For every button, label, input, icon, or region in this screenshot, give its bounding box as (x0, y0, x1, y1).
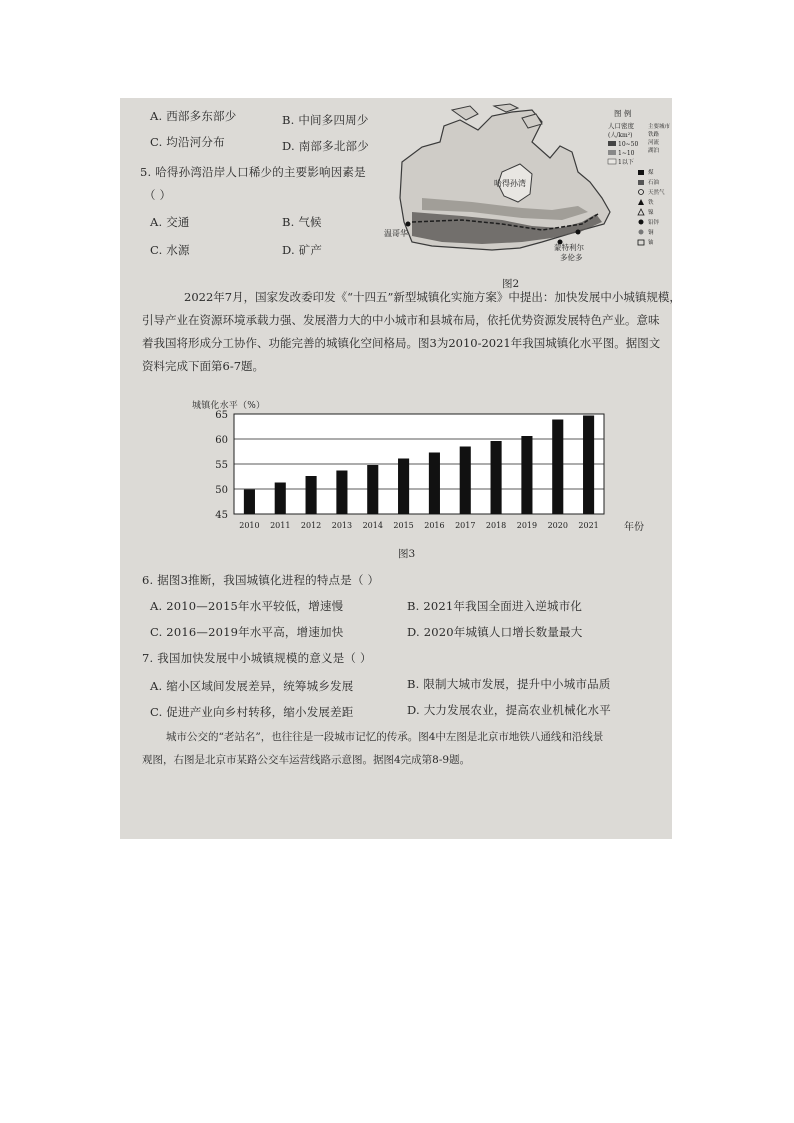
label-toronto: 多伦多 (560, 253, 583, 262)
q6-option-b: B. 2021年我国全面进入逆城市化 (407, 599, 583, 613)
canada-population-map (382, 102, 670, 272)
chart-y-tick-label: 45 (215, 510, 228, 521)
legend-symbol-uranium: 铀 (648, 240, 654, 246)
chart-bar-2014 (367, 465, 378, 514)
q7-option-b: B. 限制大城市发展，提升中小城市品质 (407, 677, 611, 691)
q4-option-a: A. 西部多东部少 (150, 109, 237, 123)
chart-y-tick-label: 55 (215, 460, 228, 471)
q5-option-a: A. 交通 (150, 215, 190, 229)
arctic-island-1 (452, 106, 478, 120)
q7-option-a: A. 缩小区域间发展差异，统筹城乡发展 (150, 679, 354, 693)
legend-symbol-coal: 煤 (648, 170, 654, 176)
arctic-island-2 (494, 104, 518, 112)
q5-option-b: B. 气候 (282, 215, 322, 229)
chart-x-tick-label: 2016 (424, 521, 445, 530)
map-legend (608, 108, 671, 246)
label-hudson-bay: 哈得孙湾 (494, 179, 526, 188)
chart-grid (234, 414, 604, 514)
legend-density-unit: (人/km²) (608, 132, 633, 139)
chart-bar-2016 (429, 453, 440, 515)
chart-x-tick-label: 2015 (393, 521, 414, 530)
legend-symbol-railway: 铁路 (648, 132, 660, 138)
passage-urbanization (142, 286, 681, 378)
q7-stem: 7. 我国加快发展中小城镇规模的意义是（ ） (142, 651, 372, 665)
chart-y-label: 城镇化水平（%） (192, 401, 266, 411)
passage2-line-2: 观图，右图是北京市某路公交车运营线路示意图。据图4完成第8-9题。 (142, 754, 471, 766)
chart-x-tick-label: 2010 (239, 521, 260, 530)
chart-bar-2013 (336, 471, 347, 515)
exam-page-photo (120, 98, 681, 839)
city-vancouver (406, 222, 411, 227)
urbanization-bar-chart (170, 394, 644, 554)
chart-x-tick-label: 2020 (547, 521, 568, 530)
q6-stem: 6. 据图3推断，我国城镇化进程的特点是（ ） (142, 573, 380, 587)
q4-option-c: C. 均沿河分布 (150, 135, 225, 149)
legend-title: 图 例 (614, 109, 632, 118)
chart-bar-2018 (491, 441, 502, 514)
q5-option-c: C. 水源 (150, 243, 190, 257)
legend-density-high: 10~50 (618, 141, 639, 148)
q5-option-d: D. 矿产 (282, 243, 323, 257)
chart-bar-2011 (275, 483, 286, 515)
passage1-line-4: 资料完成下面第6-7题。 (142, 359, 265, 373)
label-montreal: 蒙特利尔 (554, 243, 584, 252)
passage-bus-stations (142, 726, 657, 772)
chart-bar-2012 (306, 476, 317, 514)
q5-stem: 5. 哈得孙湾沿岸人口稀少的主要影响因素是 (140, 165, 366, 179)
passage2-line-1: 城市公交的“老站名”，也往往是一段城市记忆的传承。图4中左图是北京市地铁八通线和沿线景 (166, 731, 604, 743)
passage1-line-1: 2022年7月，国家发改委印发《“十四五”新型城镇化实施方案》中提出：加快发展中小城镇规模， (184, 290, 681, 304)
q7-option-c: C. 促进产业向乡村转移，缩小发展差距 (150, 705, 354, 719)
chart-x-tick-label: 2021 (578, 521, 599, 530)
chart-y-ticks (215, 410, 228, 521)
q4-option-b: B. 中间多四周少 (282, 113, 369, 127)
chart-bar-2017 (460, 447, 471, 515)
label-vancouver: 温哥华 (384, 229, 408, 238)
chart-x-tick-label: 2011 (270, 521, 291, 530)
chart-x-label: 年份 (624, 522, 644, 533)
chart-y-tick-label: 60 (215, 435, 228, 446)
legend-symbol-copper: 铜 (648, 230, 654, 236)
chart-y-tick-label: 50 (215, 485, 228, 496)
chart-bar-2021 (583, 416, 594, 515)
legend-symbol-nickel: 镍 (648, 210, 654, 216)
city-montreal (576, 230, 581, 235)
q7-option-d: D. 大力发展农业，提高农业机械化水平 (407, 703, 611, 717)
q6-option-a: A. 2010—2015年水平较低，增速慢 (150, 599, 344, 613)
chart-bar-2019 (521, 436, 532, 514)
chart-caption: 图3 (398, 548, 416, 560)
chart-bar-2020 (552, 420, 563, 515)
chart-x-tick-label: 2014 (362, 521, 383, 530)
chart-x-tick-label: 2012 (300, 521, 322, 530)
chart-x-tick-label: 2013 (331, 521, 353, 530)
q4-option-d: D. 南部多北部少 (282, 139, 369, 153)
passage1-line-2: 引导产业在资源环境承载力强、发展潜力大的中小城市和县城布局，依托优势资源发展特色产业。意味 (142, 313, 660, 327)
legend-symbol-lake: 湖泊 (648, 148, 660, 154)
q6-option-c: C. 2016—2019年水平高，增速加快 (150, 625, 344, 639)
chart-y-tick-label: 65 (215, 410, 228, 421)
q6-option-d: D. 2020年城镇人口增长数量最大 (407, 625, 583, 639)
map-caption: 图2 (502, 278, 520, 290)
chart-x-ticks (239, 521, 599, 530)
legend-symbol-city: 主要城市 (648, 124, 671, 130)
legend-symbol-iron: 铁 (648, 200, 654, 206)
chart-x-tick-label: 2017 (455, 521, 476, 530)
chart-bar-2015 (398, 459, 409, 515)
chart-x-tick-label: 2019 (516, 521, 538, 530)
chart-x-tick-label: 2018 (485, 521, 507, 530)
q5-paren: （ ） (144, 188, 172, 202)
legend-symbol-lead-zinc: 铅锌 (648, 220, 660, 226)
legend-symbol-river: 河流 (648, 140, 660, 146)
legend-density-title: 人口密度 (608, 122, 634, 130)
passage1-line-3: 着我国将形成分工协作、功能完善的城镇化空间格局。图3为2010-2021年我国城镇化水平图。据图文 (142, 336, 661, 350)
legend-density-low: 1以下 (618, 159, 634, 166)
legend-density-mid: 1~10 (618, 150, 635, 157)
chart-bar-2010 (244, 490, 255, 515)
legend-symbol-oil: 石油 (648, 180, 660, 186)
legend-symbol-gas: 天然气 (648, 190, 665, 196)
